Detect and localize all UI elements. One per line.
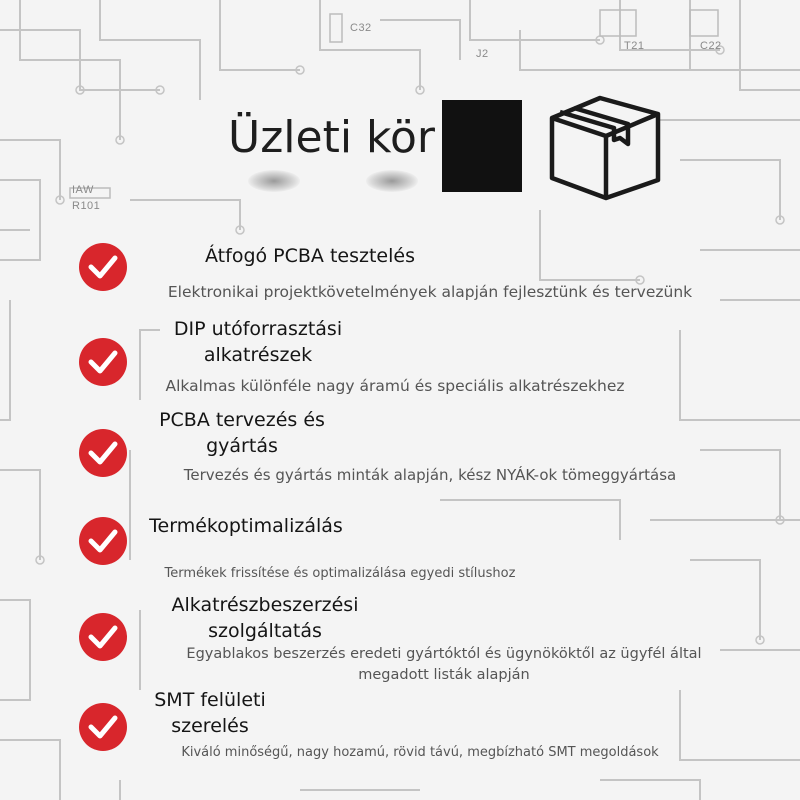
silkscreen-iaw: IAW [72,184,94,196]
checkmark-badge-icon [78,242,128,292]
silkscreen-c22: C22 [700,40,722,52]
redacted-block [442,100,522,192]
feature-description: Egyablakos beszerzés eredeti gyártóktól és ügynököktől az ügyfél által megadott listák alapján [186,646,702,683]
feature-title: PCBA tervezés és gyártás [159,409,325,457]
smudge-mark [248,170,300,192]
feature-title: Termékoptimalizálás [149,515,343,537]
feature-description: Kiváló minőségű, nagy hozamú, rövid távú, megbízható SMT megoldások [181,745,659,760]
silkscreen-t21: T21 [624,40,645,52]
feature-description: Elektronikai projektkövetelmények alapján fejlesztünk és tervezünk [167,283,693,301]
feature-title: Átfogó PCBA tesztelés [205,245,415,267]
checkmark-badge-icon [78,428,128,478]
package-box-icon [548,94,662,202]
silkscreen-r101: R101 [72,200,101,212]
checkmark-badge-icon [78,702,128,752]
feature-title: SMT felületi szerelés [154,689,266,737]
checkmark-badge-icon [78,516,128,566]
page-title: Üzleti kör [228,112,435,163]
silkscreen-j2: J2 [476,48,489,60]
feature-description: Tervezés és gyártás minták alapján, kész NYÁK-ok tömeggyártása [183,466,677,484]
silkscreen-c32: C32 [350,22,372,34]
feature-description: Alkalmas különféle nagy áramú és speciális alkatrészekhez [165,377,625,395]
feature-description: Termékek frissítése és optimalizálása egyedi stílushoz [164,566,516,581]
smudge-mark [366,170,418,192]
checkmark-badge-icon [78,337,128,387]
feature-title: Alkatrészbeszerzési szolgáltatás [171,594,359,642]
checkmark-badge-icon [78,612,128,662]
feature-title: DIP utóforrasztási alkatrészek [173,318,343,366]
